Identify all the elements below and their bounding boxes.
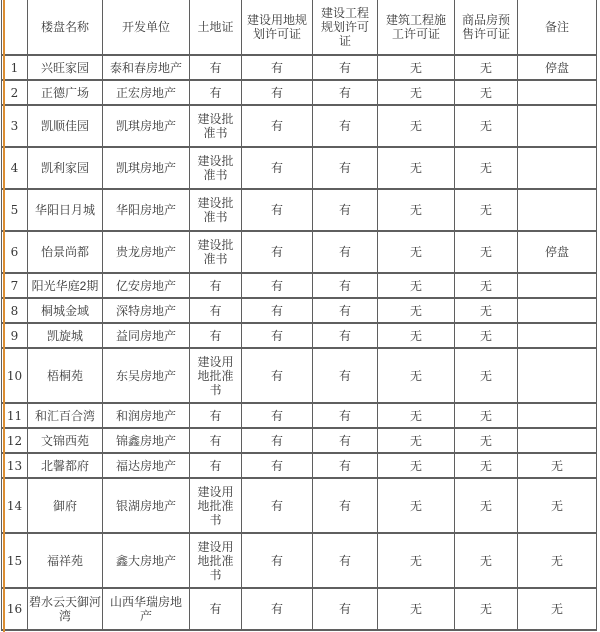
cell-presale-permit: 无	[455, 533, 518, 588]
header-land-planning-permit: 建设用地规划许可证	[242, 0, 313, 55]
cell-construction-permit: 无	[378, 453, 455, 478]
cell-remarks: 无	[518, 533, 597, 588]
cell-property-name: 华阳日月城	[28, 189, 103, 231]
cell-project-planning-permit: 有	[313, 105, 378, 147]
cell-developer: 贵龙房地产	[103, 231, 190, 273]
cell-project-planning-permit: 有	[313, 273, 378, 298]
cell-presale-permit: 无	[455, 147, 518, 189]
cell-land-certificate: 建设用地批准书	[190, 348, 242, 403]
cell-project-planning-permit: 有	[313, 453, 378, 478]
header-developer: 开发单位	[103, 0, 190, 55]
table-row	[2, 533, 597, 588]
cell-presale-permit: 无	[455, 403, 518, 428]
cell-developer: 和润房地产	[103, 403, 190, 428]
cell-project-planning-permit: 有	[313, 588, 378, 630]
cell-remarks	[518, 147, 597, 189]
cell-land-certificate: 有	[190, 453, 242, 478]
cell-project-planning-permit: 有	[313, 55, 378, 80]
cell-property-name: 凯顺佳园	[28, 105, 103, 147]
cell-property-name: 阳光华庭2期	[28, 273, 103, 298]
cell-row-number: 8	[2, 298, 28, 323]
cell-property-name: 凯旋城	[28, 323, 103, 348]
cell-developer: 锦鑫房地产	[103, 428, 190, 453]
cell-land-planning-permit: 有	[242, 453, 313, 478]
cell-property-name: 兴旺家园	[28, 55, 103, 80]
cell-row-number: 16	[2, 588, 28, 630]
cell-developer: 华阳房地产	[103, 189, 190, 231]
cell-developer: 泰和春房地产	[103, 55, 190, 80]
cell-presale-permit: 无	[455, 348, 518, 403]
cell-property-name: 福祥苑	[28, 533, 103, 588]
cell-project-planning-permit: 有	[313, 478, 378, 533]
cell-row-number: 15	[2, 533, 28, 588]
cell-remarks	[518, 273, 597, 298]
header-land-certificate: 土地证	[190, 0, 242, 55]
cell-developer: 深特房地产	[103, 298, 190, 323]
table-row	[2, 478, 597, 533]
cell-developer: 山西华瑞房地产	[103, 588, 190, 630]
header-row	[2, 0, 597, 55]
cell-project-planning-permit: 有	[313, 533, 378, 588]
cell-land-certificate: 有	[190, 588, 242, 630]
cell-land-planning-permit: 有	[242, 147, 313, 189]
cell-presale-permit: 无	[455, 588, 518, 630]
cell-presale-permit: 无	[455, 478, 518, 533]
cell-land-planning-permit: 有	[242, 348, 313, 403]
header-construction-permit: 建筑工程施工许可证	[378, 0, 455, 55]
cell-land-planning-permit: 有	[242, 298, 313, 323]
table-row	[2, 298, 597, 323]
table-row	[2, 453, 597, 478]
table-row	[2, 105, 597, 147]
cell-construction-permit: 无	[378, 403, 455, 428]
cell-row-number: 2	[2, 80, 28, 105]
cell-land-planning-permit: 有	[242, 323, 313, 348]
cell-construction-permit: 无	[378, 298, 455, 323]
table-row	[2, 80, 597, 105]
cell-remarks	[518, 348, 597, 403]
cell-presale-permit: 无	[455, 453, 518, 478]
cell-land-planning-permit: 有	[242, 428, 313, 453]
cell-remarks	[518, 298, 597, 323]
cell-remarks	[518, 403, 597, 428]
cell-remarks: 无	[518, 453, 597, 478]
cell-land-certificate: 有	[190, 273, 242, 298]
cell-construction-permit: 无	[378, 105, 455, 147]
cell-remarks	[518, 428, 597, 453]
cell-developer: 益同房地产	[103, 323, 190, 348]
cell-row-number: 11	[2, 403, 28, 428]
cell-presale-permit: 无	[455, 105, 518, 147]
cell-property-name: 和汇百合湾	[28, 403, 103, 428]
cell-project-planning-permit: 有	[313, 403, 378, 428]
cell-developer: 东吴房地产	[103, 348, 190, 403]
cell-remarks: 停盘	[518, 231, 597, 273]
cell-project-planning-permit: 有	[313, 231, 378, 273]
cell-land-planning-permit: 有	[242, 533, 313, 588]
cell-construction-permit: 无	[378, 80, 455, 105]
cell-land-planning-permit: 有	[242, 189, 313, 231]
property-permits-table	[1, 0, 597, 631]
cell-construction-permit: 无	[378, 55, 455, 80]
cell-developer: 凯琪房地产	[103, 147, 190, 189]
cell-project-planning-permit: 有	[313, 428, 378, 453]
cell-construction-permit: 无	[378, 323, 455, 348]
table-row	[2, 231, 597, 273]
cell-land-certificate: 建设批准书	[190, 105, 242, 147]
cell-presale-permit: 无	[455, 80, 518, 105]
table-row	[2, 189, 597, 231]
header-project-planning-permit: 建设工程规划许可证	[313, 0, 378, 55]
cell-property-name: 桐城金域	[28, 298, 103, 323]
cell-land-planning-permit: 有	[242, 403, 313, 428]
cell-land-planning-permit: 有	[242, 105, 313, 147]
cell-row-number: 10	[2, 348, 28, 403]
cell-construction-permit: 无	[378, 478, 455, 533]
cell-property-name: 北馨都府	[28, 453, 103, 478]
cell-row-number: 1	[2, 55, 28, 80]
cell-project-planning-permit: 有	[313, 189, 378, 231]
cell-row-number: 12	[2, 428, 28, 453]
cell-construction-permit: 无	[378, 428, 455, 453]
cell-row-number: 3	[2, 105, 28, 147]
cell-row-number: 4	[2, 147, 28, 189]
cell-row-number: 13	[2, 453, 28, 478]
cell-row-number: 5	[2, 189, 28, 231]
cell-property-name: 怡景尚都	[28, 231, 103, 273]
cell-property-name: 正德广场	[28, 80, 103, 105]
cell-land-certificate: 有	[190, 298, 242, 323]
cell-construction-permit: 无	[378, 273, 455, 298]
cell-construction-permit: 无	[378, 533, 455, 588]
cell-land-certificate: 有	[190, 428, 242, 453]
header-row-number	[2, 0, 28, 55]
cell-remarks: 停盘	[518, 55, 597, 80]
cell-remarks	[518, 105, 597, 147]
table-row	[2, 147, 597, 189]
cell-land-planning-permit: 有	[242, 55, 313, 80]
cell-land-certificate: 有	[190, 403, 242, 428]
cell-remarks	[518, 189, 597, 231]
table-row	[2, 588, 597, 630]
left-edge-stripe	[3, 0, 5, 632]
cell-land-planning-permit: 有	[242, 478, 313, 533]
cell-presale-permit: 无	[455, 428, 518, 453]
cell-remarks: 无	[518, 588, 597, 630]
cell-construction-permit: 无	[378, 189, 455, 231]
cell-presale-permit: 无	[455, 55, 518, 80]
cell-developer: 正宏房地产	[103, 80, 190, 105]
cell-land-certificate: 建设用地批准书	[190, 533, 242, 588]
cell-presale-permit: 无	[455, 273, 518, 298]
cell-property-name: 梧桐苑	[28, 348, 103, 403]
cell-presale-permit: 无	[455, 231, 518, 273]
header-presale-permit: 商品房预售许可证	[455, 0, 518, 55]
cell-property-name: 凯利家园	[28, 147, 103, 189]
cell-project-planning-permit: 有	[313, 323, 378, 348]
table-body	[2, 55, 597, 630]
cell-presale-permit: 无	[455, 189, 518, 231]
cell-construction-permit: 无	[378, 231, 455, 273]
cell-project-planning-permit: 有	[313, 80, 378, 105]
table-row	[2, 348, 597, 403]
cell-land-certificate: 建设用地批准书	[190, 478, 242, 533]
cell-presale-permit: 无	[455, 323, 518, 348]
cell-project-planning-permit: 有	[313, 298, 378, 323]
cell-remarks: 无	[518, 478, 597, 533]
cell-land-certificate: 有	[190, 80, 242, 105]
cell-property-name: 文锦西苑	[28, 428, 103, 453]
cell-land-planning-permit: 有	[242, 80, 313, 105]
cell-row-number: 9	[2, 323, 28, 348]
cell-land-planning-permit: 有	[242, 273, 313, 298]
table-row	[2, 55, 597, 80]
cell-row-number: 7	[2, 273, 28, 298]
cell-developer: 鑫大房地产	[103, 533, 190, 588]
cell-property-name: 御府	[28, 478, 103, 533]
cell-land-planning-permit: 有	[242, 588, 313, 630]
cell-land-certificate: 建设批准书	[190, 147, 242, 189]
cell-land-certificate: 建设批准书	[190, 189, 242, 231]
cell-row-number: 14	[2, 478, 28, 533]
cell-construction-permit: 无	[378, 147, 455, 189]
cell-land-planning-permit: 有	[242, 231, 313, 273]
cell-developer: 凯琪房地产	[103, 105, 190, 147]
cell-remarks	[518, 80, 597, 105]
table-row	[2, 428, 597, 453]
cell-land-certificate: 有	[190, 323, 242, 348]
cell-presale-permit: 无	[455, 298, 518, 323]
cell-row-number: 6	[2, 231, 28, 273]
table-row	[2, 323, 597, 348]
cell-remarks	[518, 323, 597, 348]
cell-project-planning-permit: 有	[313, 348, 378, 403]
table-row	[2, 273, 597, 298]
cell-construction-permit: 无	[378, 588, 455, 630]
cell-land-certificate: 建设批准书	[190, 231, 242, 273]
header-remarks: 备注	[518, 0, 597, 55]
cell-land-certificate: 有	[190, 55, 242, 80]
cell-property-name: 碧水云天御河湾	[28, 588, 103, 630]
cell-construction-permit: 无	[378, 348, 455, 403]
header-property-name: 楼盘名称	[28, 0, 103, 55]
cell-project-planning-permit: 有	[313, 147, 378, 189]
cell-developer: 亿安房地产	[103, 273, 190, 298]
cell-developer: 福达房地产	[103, 453, 190, 478]
cell-developer: 银湖房地产	[103, 478, 190, 533]
table-row	[2, 403, 597, 428]
